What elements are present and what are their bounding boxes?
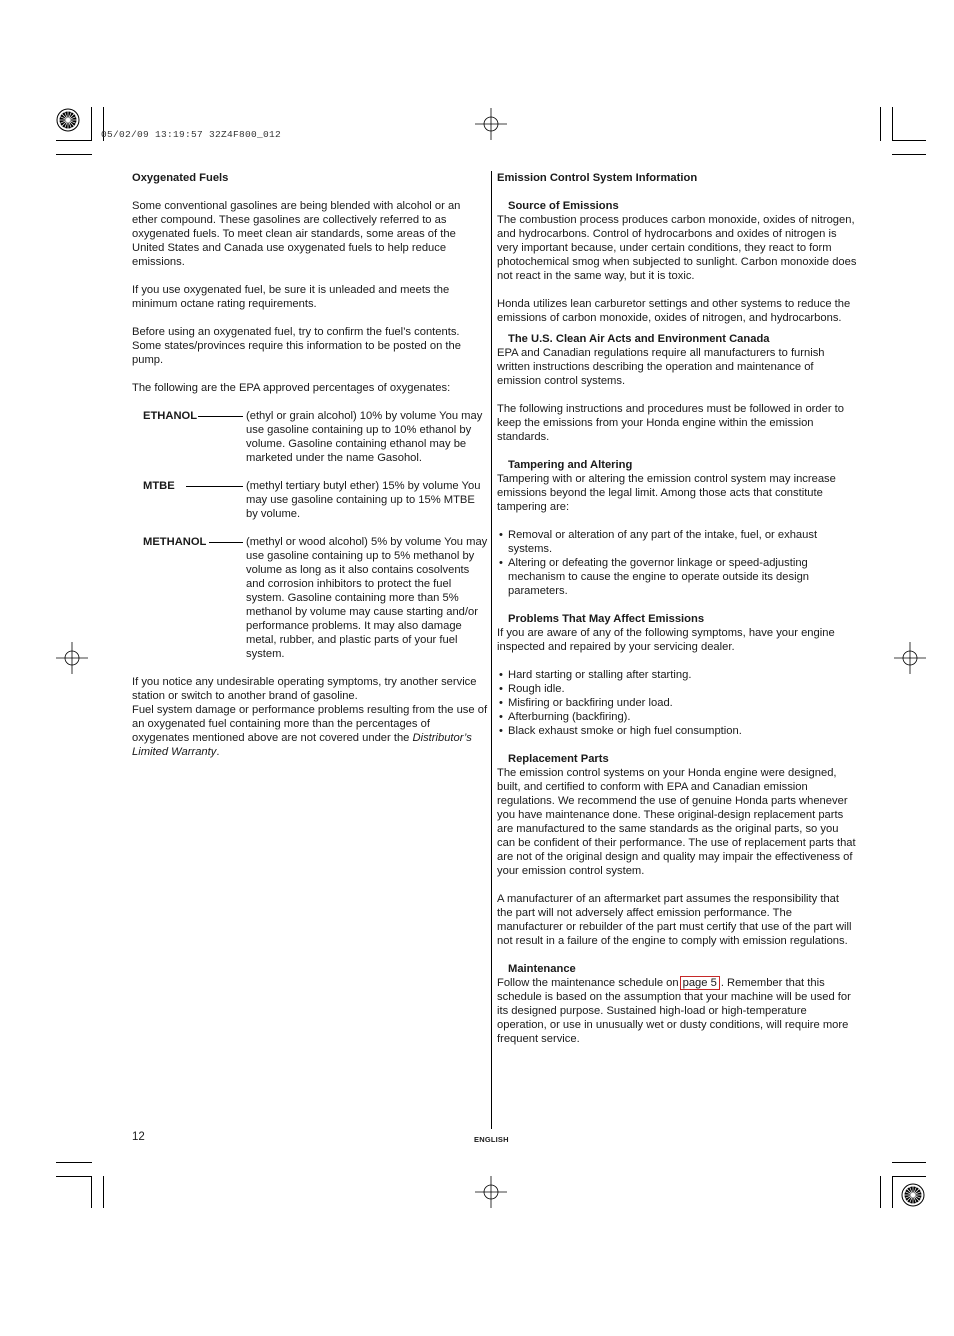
paragraph: Before using an oxygenated fuel, try to confirm the fuel’s contents. Some states/provinces require this information to be posted on the pump. xyxy=(132,326,461,366)
registration-mark-icon xyxy=(894,642,926,674)
oxygenate-name: METHANOL xyxy=(143,536,207,548)
section-title-emission-control: Emission Control System Information xyxy=(497,172,698,184)
page-number: 12 xyxy=(132,1131,145,1143)
oxygenate-description: (methyl tertiary butyl ether) 15% by volume You may use gasoline containing up to 15% MTBE by volume. xyxy=(246,480,481,520)
oxygenate-name: ETHANOL xyxy=(143,410,198,422)
list-item: • Rough idle. xyxy=(497,682,857,696)
paragraph: Some conventional gasolines are being blended with alcohol or an ether compound. These gasolines are collectively referred to as oxygenated fuels. To meet clean air standards, some areas of the United States and Canada use oxygenated fuels to help reduce emissions. xyxy=(132,200,461,268)
sunburst-target-icon xyxy=(901,1183,925,1207)
paragraph: The combustion process produces carbon monoxide, oxides of nitrogen, and hydrocarbons. Control of hydrocarbons and oxides of nitrogen is very important because, under certain conditions, they react to form photochemical smog when subjected to sunlight. Carbon monoxide does not react in the same way, but it is toxic. xyxy=(497,214,857,282)
paragraph-text: Follow the maintenance schedule on xyxy=(497,977,679,989)
paragraph: If you use oxygenated fuel, be sure it is unleaded and meets the minimum octane rating requirements. xyxy=(132,284,450,310)
list-item: • Hard starting or stalling after starting. xyxy=(497,668,857,682)
paragraph: A manufacturer of an aftermarket part assumes the responsibility that the part will not adversely affect emission performance. The manufacturer or rebuilder of the part must certify that use of the part will not result in a failure of the engine to comply with emission regulations. xyxy=(497,893,852,947)
paragraph-text: Fuel system damage or performance problems resulting from the use of an oxygenated fuel containing more than the percentages of oxygenates mentioned above are not covered under the xyxy=(132,704,488,744)
right-column xyxy=(497,171,857,1046)
print-timestamp: 05/02/09 13:19:57 32Z4F800_012 xyxy=(101,129,282,140)
section-title-oxygenated-fuels: Oxygenated Fuels xyxy=(132,172,229,184)
language-label: ENGLISH xyxy=(474,1135,509,1144)
paragraph: Tampering with or altering the emission control system may increase emissions beyond the legal limit. Among those acts that constitute tampering are: xyxy=(497,473,836,513)
subheading-problems: Problems That May Affect Emissions xyxy=(508,613,705,625)
subheading-source-of-emissions: Source of Emissions xyxy=(508,200,619,212)
subheading-tampering: Tampering and Altering xyxy=(508,459,633,471)
paragraph: EPA and Canadian regulations require all manufacturers to furnish written instructions describing the operation and maintenance of emission control systems. xyxy=(497,347,825,387)
oxygenate-ethanol xyxy=(132,409,488,465)
page-link[interactable]: page 5 xyxy=(680,976,720,990)
registration-mark-icon xyxy=(475,108,507,140)
warranty-name: Distributor’s Limited Warranty xyxy=(132,732,472,758)
list-item: • Afterburning (backfiring). xyxy=(497,710,857,724)
paragraph: If you notice any undesirable operating symptoms, try another service station or switch to another brand of gasoline. xyxy=(132,676,477,702)
oxygenate-name: MTBE xyxy=(143,480,175,492)
list-item: • Misfiring or backfiring under load. xyxy=(497,696,857,710)
subheading-clean-air-acts: The U.S. Clean Air Acts and Environment Canada xyxy=(508,333,770,345)
sunburst-target-icon xyxy=(56,108,80,132)
left-column xyxy=(132,171,488,759)
punctuation: . xyxy=(216,746,220,758)
subheading-maintenance: Maintenance xyxy=(508,963,576,975)
paragraph: Honda utilizes lean carburetor settings and other systems to reduce the emissions of carbon monoxide, oxides of nitrogen, and hydrocarbons. xyxy=(497,298,851,324)
column-divider xyxy=(491,171,492,1129)
tampering-list xyxy=(497,528,857,598)
oxygenate-methanol xyxy=(132,535,488,661)
paragraph xyxy=(497,976,857,1046)
paragraph: The following are the EPA approved percentages of oxygenates: xyxy=(132,382,451,394)
subheading-replacement-parts: Replacement Parts xyxy=(508,753,609,765)
paragraph xyxy=(132,703,488,759)
list-item: • Black exhaust smoke or high fuel consumption. xyxy=(497,724,857,738)
oxygenate-description: (ethyl or grain alcohol) 10% by volume You may use gasoline containing up to 10% ethanol by volume. Gasoline containing ethanol may be marketed under the name Gasohol. xyxy=(246,410,483,464)
paragraph: The emission control systems on your Honda engine were designed, built, and certified to conform with EPA and Canadian emission regulations. We recommend the use of genuine Honda parts whenever you have maintenance done. These original-design replacement parts are manufactured to the same standards as the original parts, so you can be confident of their performance. The use of replacement parts that are not of the original design and quality may impair the effectiveness of your emission control system. xyxy=(497,767,856,877)
list-item: • Altering or defeating the governor linkage or speed-adjusting mechanism to cause the engine to operate outside its design parameters. xyxy=(497,556,857,598)
paragraph: The following instructions and procedures must be followed in order to keep the emissions from your Honda engine within the emission standards. xyxy=(497,403,844,443)
registration-mark-icon xyxy=(56,642,88,674)
registration-mark-icon xyxy=(475,1176,507,1208)
symptoms-list xyxy=(497,668,857,738)
paragraph: If you are aware of any of the following symptoms, have your engine inspected and repaired by your servicing dealer. xyxy=(497,627,835,653)
paragraph-text: . Remember that this schedule is based on the assumption that your machine will be used for its designed purpose. Sustained high-load or high-temperature operation, or use in unusually wet or dusty conditions, will require more frequent service. xyxy=(497,977,851,1045)
oxygenate-description: (methyl or wood alcohol) 5% by volume You may use gasoline containing up to 5% methanol by volume as long as it also contains cosolvents and corrosion inhibitors to protect the fuel system. Gasoline containing more than 5% methanol by volume may cause starting and/or performance problems. It may also damage metal, rubber, and plastic parts of your fuel system. xyxy=(246,536,488,660)
list-item: • Removal or alteration of any part of the intake, fuel, or exhaust systems. xyxy=(497,528,857,556)
oxygenate-mtbe xyxy=(132,479,488,521)
